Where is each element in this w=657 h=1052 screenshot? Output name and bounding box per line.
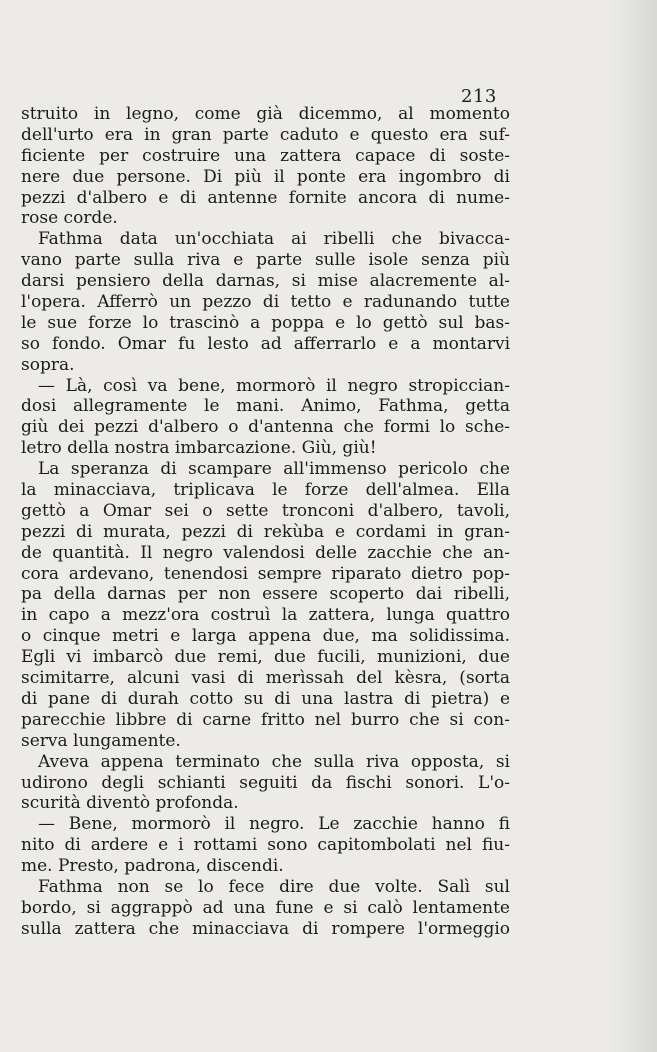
text-line: cora ardevano, tenendosi sempre riparato dietro pop- [21, 563, 510, 584]
text-line: pa della darnas per non essere scoperto dai ribelli, [21, 584, 510, 605]
text-line: darsi pensiero della darnas, si mise alacremente al- [21, 271, 510, 292]
text-line: struito in legno, come già dicemmo, al momento [21, 104, 510, 124]
text-line: dell'urto era in gran parte caduto e questo era suf- [21, 124, 510, 145]
text-line: in capo a mezz'ora costruì la zattera, lunga quattro [21, 605, 510, 626]
text-line: l'opera. Afferrò un pezzo di tetto e radunando tutte [21, 292, 510, 313]
text-line: nito di ardere e i rottami sono capitombolati nel fiu- [21, 835, 510, 856]
text-line: le sue forze lo trascinò a poppa e lo gettò sul bas- [21, 312, 510, 333]
text-line: vano parte sulla riva e parte sulle isole senza più [21, 250, 510, 271]
text-line: scurità diventò profonda. [21, 793, 239, 814]
text-line: Egli vi imbarcò due remi, due fucili, munizioni, due [21, 647, 510, 668]
text-line: la minacciava, triplicava le forze dell'almea. Ella [21, 480, 510, 501]
text-line: dosi allegramente le mani. Animo, Fathma, getta [21, 396, 510, 417]
text-line: Fathma data un'occhiata ai ribelli che bivacca- [38, 229, 510, 250]
text-line: giù dei pezzi d'albero o d'antenna che formi lo sche- [21, 417, 510, 438]
text-line: rose corde. [21, 208, 118, 229]
text-line: bordo, si aggrappò ad una fune e si calò lentamente [21, 897, 510, 918]
text-line: parecchie libbre di carne fritto nel burro che si con- [21, 709, 510, 730]
text-line: pezzi d'albero e di antenne fornite ancora di nume- [21, 187, 510, 208]
text-line: Fathma non se lo fece dire due volte. Salì sul [38, 876, 510, 897]
text-line: scimitarre, alcuni vasi di merìssah del kèsra, (sorta [21, 668, 510, 689]
page-number: 213 [461, 86, 497, 107]
text-line: ficiente per costruire una zattera capace di soste- [21, 145, 510, 166]
text-line: — Là, così va bene, mormorò il negro stropiccian- [38, 375, 510, 396]
text-line: di pane di durah cotto su di una lastra di pietra) e [21, 688, 510, 709]
text-line: udirono degli schianti seguiti da fischi sonori. L'o- [21, 772, 510, 793]
text-line: gettò a Omar sei o sette tronconi d'albero, tavoli, [21, 500, 510, 521]
text-line: letro della nostra imbarcazione. Giù, giù! [21, 438, 377, 459]
text-line: serva lungamente. [21, 730, 181, 751]
text-line: me. Presto, padrona, discendi. [21, 856, 284, 877]
text-line: pezzi di murata, pezzi di rekùba e cordami in gran- [21, 521, 510, 542]
text-line: o cinque metri e larga appena due, ma solidissima. [21, 626, 510, 647]
body-text [21, 104, 510, 940]
text-line: nere due persone. Di più il ponte era ingombro di [21, 166, 510, 187]
text-line: — Bene, mormorò il negro. Le zacchie hanno fi [38, 814, 510, 835]
text-line: so fondo. Omar fu lesto ad afferrarlo e a montarvi [21, 333, 510, 354]
page-edge-shadow [609, 0, 657, 1052]
text-line: Aveva appena terminato che sulla riva opposta, si [38, 751, 510, 772]
text-line: sopra. [21, 354, 75, 375]
text-line: La speranza di scampare all'immenso pericolo che [38, 459, 510, 480]
text-line: sulla zattera che minacciava di rompere l'ormeggio [21, 918, 510, 939]
text-line: de quantità. Il negro valendosi delle zacchie che an- [21, 542, 510, 563]
